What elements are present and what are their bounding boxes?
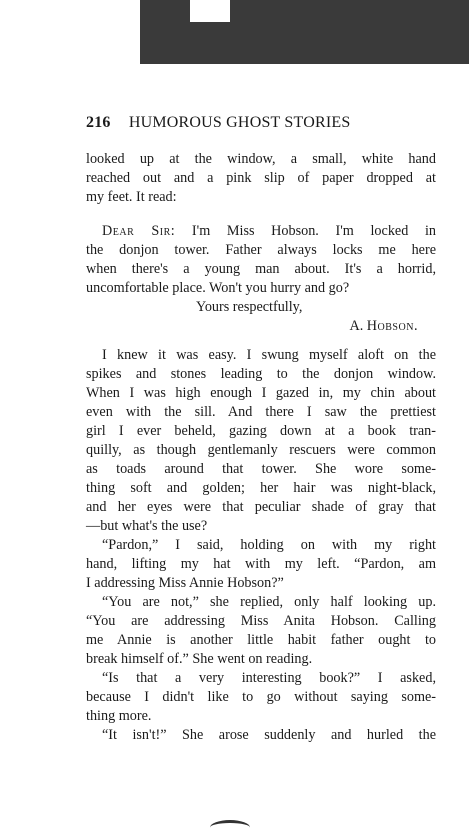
running-header bbox=[86, 114, 350, 132]
text-line: I knew it was easy. I swung myself aloft on the bbox=[102, 347, 436, 363]
page-number: 216 bbox=[86, 114, 111, 131]
text-line: because I didn't like to go without saying some- bbox=[86, 689, 436, 705]
text-line: When I was high enough I gazed in, my chin about bbox=[86, 385, 436, 401]
paragraph-1 bbox=[86, 150, 436, 207]
text-line: I addressing Miss Annie Hobson?” bbox=[86, 575, 284, 591]
text-line: “You are addressing Miss Anita Hobson. Calling bbox=[86, 613, 436, 629]
redaction-notch bbox=[190, 0, 230, 22]
text-line: as toads around that tower. She wore some- bbox=[86, 461, 436, 477]
text-line: thing more. bbox=[86, 708, 152, 724]
print-smudge bbox=[210, 820, 250, 835]
text-line: thing soft and golden; her hair was night-black, bbox=[86, 480, 436, 496]
text-line: my feet. It read: bbox=[86, 189, 177, 205]
text-line: “Pardon,” I said, holding on with my right bbox=[102, 537, 436, 553]
text-line: hand, lifting my hat with my left. “Pardon, am bbox=[86, 556, 436, 572]
paragraph-2 bbox=[86, 346, 436, 745]
letter-salutation: Dear Sir: bbox=[102, 223, 176, 239]
signature-name: Hobson. bbox=[366, 318, 418, 334]
text-line: —but what's the use? bbox=[86, 518, 208, 534]
text-line: quilly, as though gentlemanly rescuers were common bbox=[86, 442, 436, 458]
text-line: uncomfortable place. Won't you hurry and go? bbox=[86, 280, 350, 296]
text-line: the donjon tower. Father always locks me here bbox=[86, 242, 436, 258]
text-line: and her eyes were that peculiar shade of gray that bbox=[86, 499, 436, 515]
letter-first-line bbox=[86, 222, 436, 241]
text-line: “You are not,” she replied, only half looking up. bbox=[102, 594, 436, 610]
text-line: me Annie is another little habit father ought to bbox=[86, 632, 436, 648]
text-line: when there's a young man about. It's a horrid, bbox=[86, 261, 436, 277]
text-line: break himself of.” She went on reading. bbox=[86, 651, 313, 667]
text-line: reached out and a pink slip of paper dropped at bbox=[86, 170, 436, 186]
letter-signature bbox=[86, 317, 436, 336]
letter-block bbox=[86, 222, 436, 336]
text-line: I'm Miss Hobson. I'm locked in bbox=[191, 223, 437, 239]
text-line: even with the sill. And there I saw the prettiest bbox=[86, 404, 436, 420]
running-title: HUMOROUS GHOST STORIES bbox=[128, 114, 351, 131]
signature-initial: A. bbox=[349, 318, 364, 334]
text-line: spikes and stones leading to the donjon window. bbox=[86, 366, 436, 382]
text-line: looked up at the window, a small, white hand bbox=[86, 151, 436, 167]
text-line: “It isn't!” She arose suddenly and hurled the bbox=[102, 727, 436, 743]
letter-closing: Yours respectfully, bbox=[196, 299, 303, 315]
text-line: “Is that a very interesting book?” I asked, bbox=[102, 670, 436, 686]
text-line: girl I ever beheld, gazing down at a book tran- bbox=[86, 423, 436, 439]
